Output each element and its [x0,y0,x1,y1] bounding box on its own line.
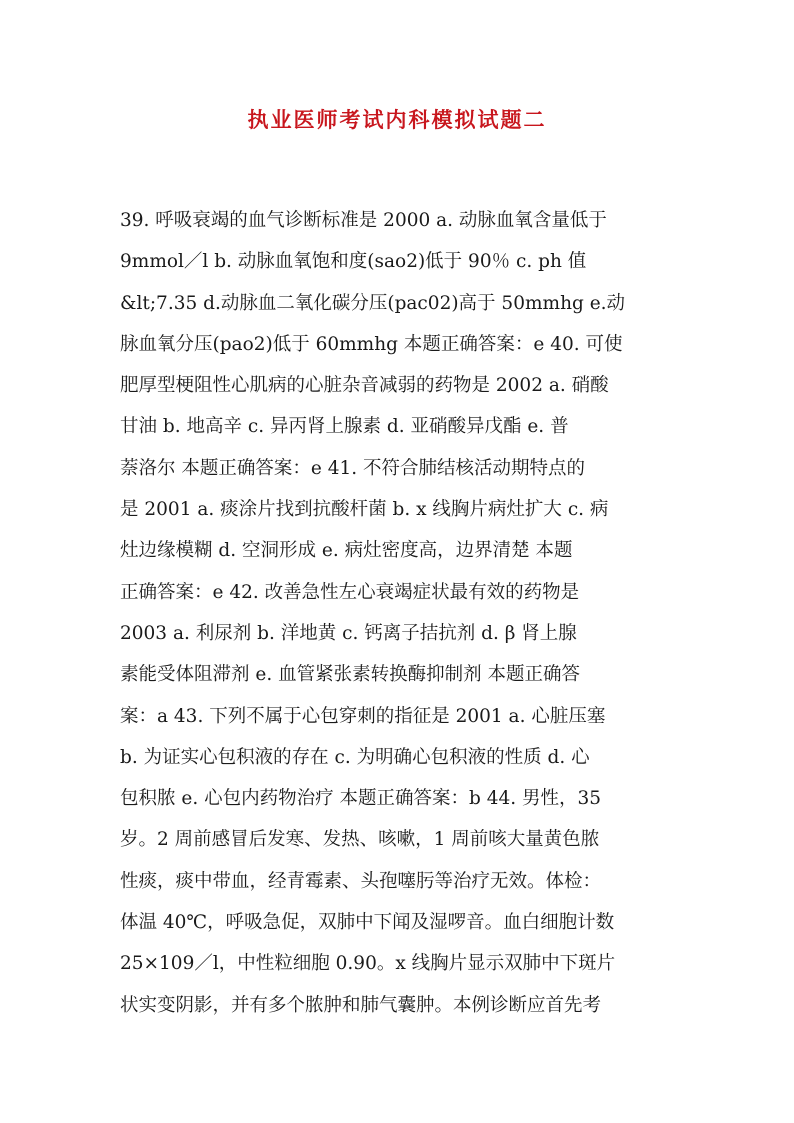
text-line: 灶边缘模糊 d. 空洞形成 e. 病灶密度高，边界清楚 本题 [120,540,573,562]
text-line: 素能受体阻滞剂 e. 血管紧张素转换酶抑制剂 本题正确答 [120,664,580,686]
text-line: 案：a 43. 下列不属于心包穿刺的指征是 2001 a. 心脏压塞 [120,705,606,727]
text-line: b. 为证实心包积液的存在 c. 为明确心包积液的性质 d. 心 [120,746,590,768]
text-line: &lt;7.35 d.动脉血二氧化碳分压(pac02)高于 50mmhg e.动 [120,292,626,314]
text-line: 萘洛尔 本题正确答案：e 41. 不符合肺结核活动期特点的 [120,457,586,479]
text-line: 39. 呼吸衰竭的血气诊断标准是 2000 a. 动脉血氧含量低于 [120,210,607,231]
text-line: 是 2001 a. 痰涂片找到抗酸杆菌 b. x 线胸片病灶扩大 c. 病 [120,499,609,521]
text-line: 25×109／l，中性粒细胞 0.90。x 线胸片显示双肺中下斑片 [120,953,616,975]
text-line: 状实变阴影，并有多个脓肿和肺气囊肿。本例诊断应首先考 [120,994,602,1016]
text-line: 肥厚型梗阻性心肌病的心脏杂音减弱的药物是 2002 a. 硝酸 [120,375,609,397]
text-line: 脉血氧分压(pao2)低于 60mmhg 本题正确答案：e 40. 可使 [120,333,623,355]
text-line: 9mmol／l b. 动脉血氧饱和度(sao2)低于 90％ c. ph 值 [120,251,587,273]
text-line: 2003 a. 利尿剂 b. 洋地黄 c. 钙离子拮抗剂 d. β 肾上腺 [120,622,577,644]
text-line: 岁。2 周前感冒后发寒、发热、咳嗽，1 周前咳大量黄色脓 [120,829,600,851]
text-line: 正确答案：e 42. 改善急性左心衰竭症状最有效的药物是 [120,581,580,603]
text-line: 体温 40℃，呼吸急促，双肺中下闻及湿啰音。血白细胞计数 [120,912,615,934]
text-line: 甘油 b. 地高辛 c. 异丙肾上腺素 d. 亚硝酸异戊酯 e. 普 [120,416,569,438]
body-text [120,200,695,1026]
page-title: 执业医师考试内科模拟试题二 [247,107,547,132]
text-line: 性痰，痰中带血，经青霉素、头孢噻肟等治疗无效。体检： [120,870,602,892]
text-line: 包积脓 e. 心包内药物治疗 本题正确答案：b 44. 男性，35 [120,788,602,810]
